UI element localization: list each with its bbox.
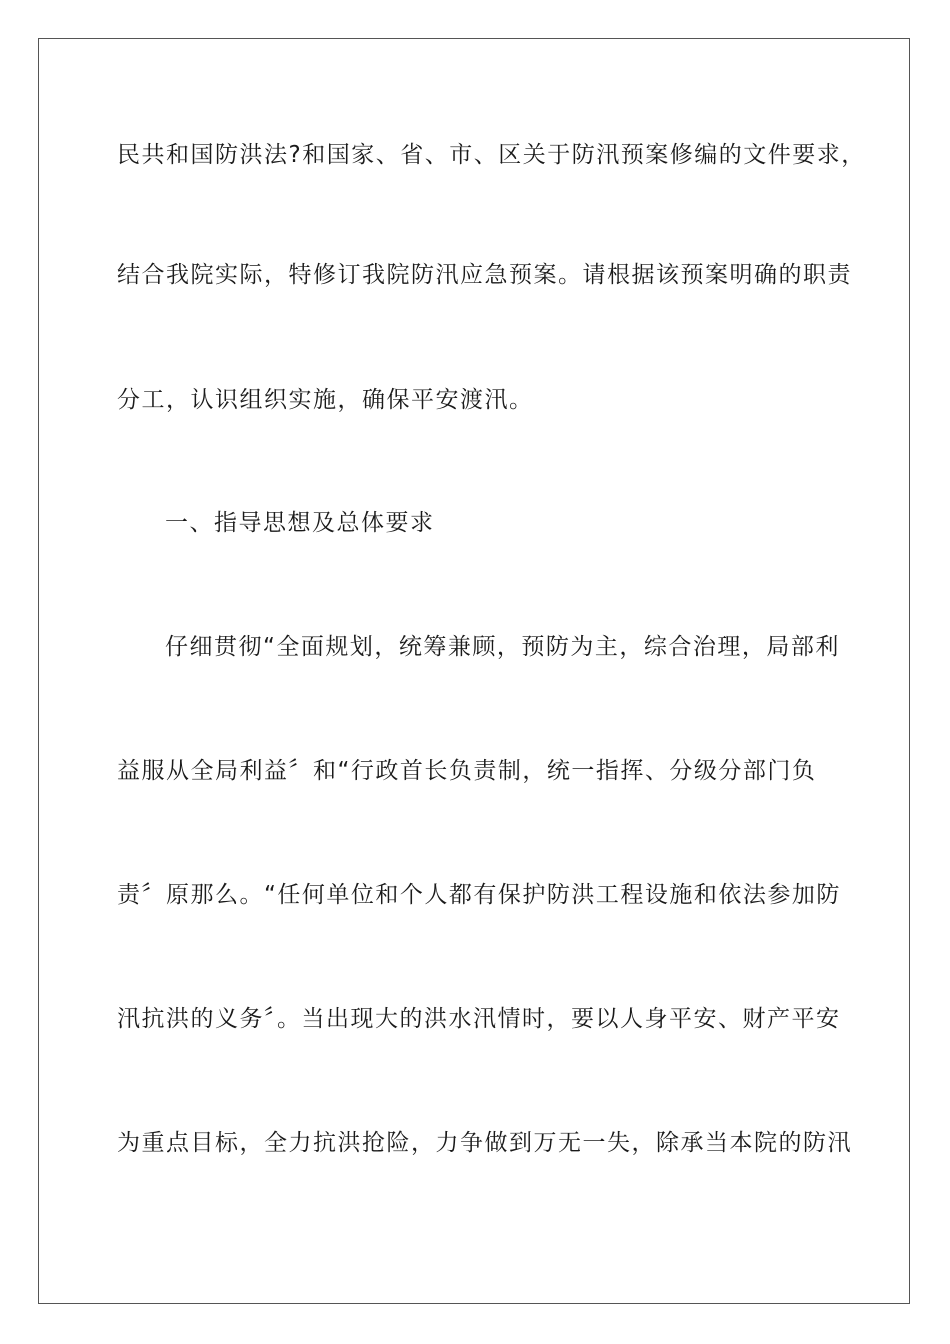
body-text-line: 分工，认识组织实施，确保平安渡汛。 bbox=[117, 387, 534, 413]
body-text-line: 责〞原那么。“任何单位和个人都有保护防洪工程设施和依法参加防 bbox=[117, 882, 841, 908]
body-text-line: 为重点目标，全力抗洪抢险，力争做到万无一失，除承当本院的防汛 bbox=[117, 1130, 852, 1156]
page-border bbox=[38, 38, 910, 1304]
paragraph-first-line: 仔细贯彻“全面规划，统筹兼顾，预防为主，综合治理，局部利 bbox=[165, 634, 840, 660]
body-text-line: 汛抗洪的义务〞。当出现大的洪水汛情时，要以人身平安、财产平安 bbox=[117, 1006, 841, 1032]
section-heading: 一、指导思想及总体要求 bbox=[165, 510, 435, 536]
body-text-line: 结合我院实际，特修订我院防汛应急预案。请根据该预案明确的职责 bbox=[117, 262, 852, 288]
body-text-line: 民共和国防洪法?和国家、省、市、区关于防汛预案修编的文件要求， bbox=[117, 142, 866, 168]
body-text-line: 益服从全局利益〞和“行政首长负责制，统一指挥、分级分部门负 bbox=[117, 758, 817, 784]
